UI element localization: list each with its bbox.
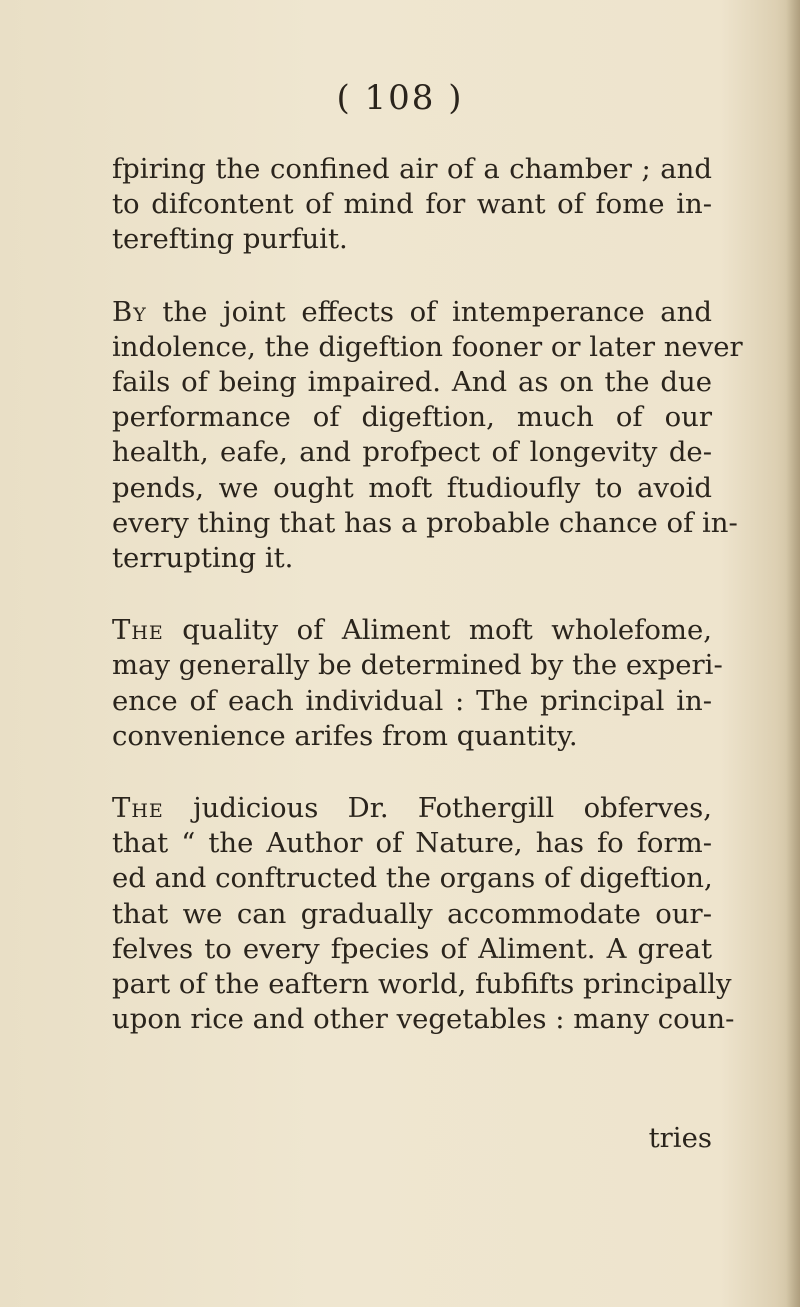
text-line: ed and conftructed the organs of digeftion, bbox=[112, 862, 713, 895]
paragraph-1 bbox=[112, 152, 712, 258]
text-line: terrupting it. bbox=[112, 542, 294, 575]
text-line: terefting purfuit. bbox=[112, 223, 348, 256]
text-line: The quality of Aliment moft wholefome, bbox=[112, 614, 712, 647]
catchword: tries bbox=[648, 1122, 712, 1154]
paragraph-3 bbox=[112, 613, 723, 754]
text-line: that we can gradually accommodate our- bbox=[112, 897, 712, 930]
text-line: performance of digeftion, much of our bbox=[112, 401, 712, 434]
paragraph-4 bbox=[112, 791, 735, 1037]
text-line: every thing that has a probable chance of in- bbox=[112, 506, 738, 539]
text-line: fails of being impaired. And as on the due bbox=[112, 366, 712, 399]
paragraph-lead-word: The bbox=[112, 792, 164, 825]
text-line: to difcontent of mind for want of fome in- bbox=[112, 188, 712, 221]
body-text bbox=[112, 152, 743, 1037]
text-line: indolence, the digeftion fooner or later never bbox=[112, 330, 743, 363]
paragraph-lead-word: By bbox=[112, 295, 147, 328]
paragraph-2 bbox=[112, 295, 743, 577]
paragraph-lead-word: The bbox=[112, 614, 164, 647]
page-edge-shadow bbox=[786, 0, 800, 1307]
text-line: upon rice and other vegetables : many coun- bbox=[112, 1003, 735, 1036]
text-line: ence of each individual : The principal in- bbox=[112, 684, 712, 717]
text-line: convenience arifes from quantity. bbox=[112, 719, 578, 752]
text-line: The judicious Dr. Fothergill obferves, bbox=[112, 792, 712, 825]
text-line: health, eafe, and profpect of longevity de- bbox=[112, 436, 712, 469]
text-line: pends, we ought moft ftudioufly to avoid bbox=[112, 471, 712, 504]
text-line: fpiring the confined air of a chamber ; and bbox=[112, 153, 712, 185]
text-line: By the joint effects of intemperance and bbox=[112, 295, 712, 328]
text-line: part of the eaftern world, fubfifts principally bbox=[112, 968, 732, 1001]
page-number: ( 108 ) bbox=[336, 78, 464, 118]
text-line: may generally be determined by the experi- bbox=[112, 649, 723, 682]
text-line: felves to every fpecies of Aliment. A great bbox=[112, 932, 712, 965]
text-line: that “ the Author of Nature, has fo form- bbox=[112, 827, 712, 860]
